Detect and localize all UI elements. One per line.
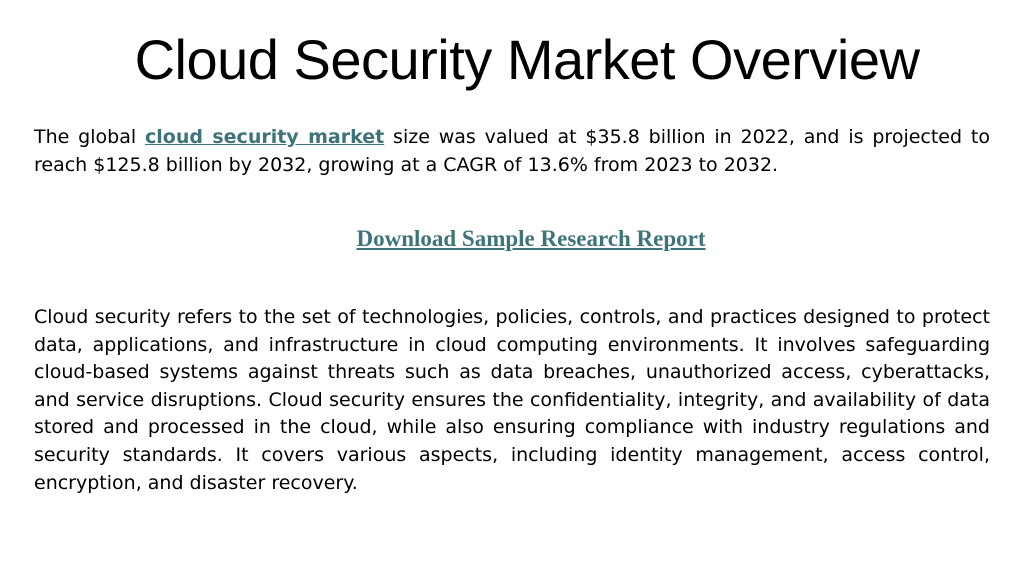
- definition-paragraph: Cloud security refers to the set of technologies, policies, controls, and practices designed to protect data, applications, and infrastructure in cloud computing environments. It involves safeguarding cloud-based systems against threats such as data breaches, unauthorized access, cyberattacks, and service disruptions. Cloud security ensures the confidentiality, integrity, and availability of data stored and processed in the cloud, while also ensuring compliance with industry regulations and security standards. It covers various aspects, including identity management, access control, encryption, and disaster recovery.: [34, 306, 990, 494]
- slide-title: Cloud Security Market Overview: [134, 28, 920, 91]
- download-sample-report-link[interactable]: Download Sample Research Report: [356, 226, 706, 251]
- download-link-row: [0, 226, 1024, 252]
- cloud-security-market-link[interactable]: cloud security market: [144, 126, 385, 148]
- intro-paragraph: [34, 123, 990, 179]
- intro-prefix: The global: [34, 126, 145, 148]
- intro-suffix: size was valued at $35.8 billion in 2022, and is projected to reach $125.8 billion by 2032, growing at a CAGR of 13.6% from 2023 to 2032.: [34, 126, 990, 176]
